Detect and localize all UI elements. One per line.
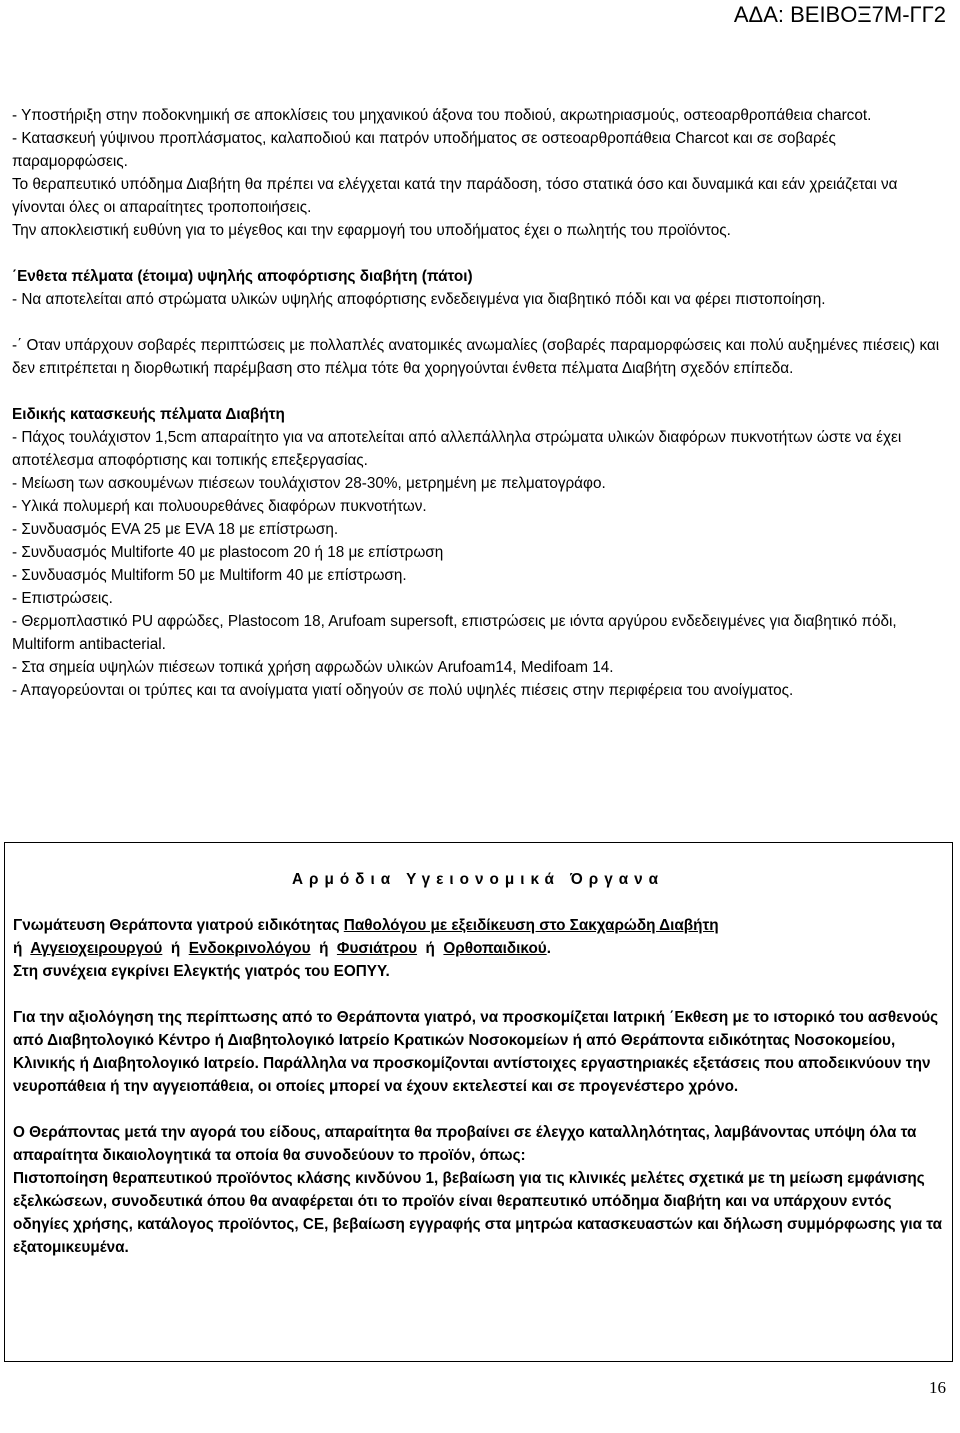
section-title-custom-insoles: Ειδικής κατασκευής πέλματα Διαβήτη xyxy=(12,406,285,423)
document-body xyxy=(12,104,947,702)
report-paragraph: Για την αξιολόγηση της περίπτωσης από το Θεράποντα γιατρό, να προσκομίζεται Ιατρική ΄Εκθεση με το ιστορικό του ασθενούς από Διαβητολογικό Κέντρο ή Διαβητολογικό Ιατρείο Κρατικών Νοσοκομείων ή από Θεράποντα ειδικότητας Νοσοκομείου, Κλινικής ή Διαβητολογικό Ιατρείο. Παράλληλα να προσκομίζονται αντίστοιχες εργαστηριακές εξετάσεις που αποδεικνύουν την νευροπάθεια ή την αγγειοπάθεια, οι οποίες μπορεί να έχουν εκτελεστεί και σε προγενέστερο χρόνο. xyxy=(13,1009,939,1095)
authorities-box xyxy=(4,842,953,1362)
list-item: - Επιστρώσεις. xyxy=(12,590,113,607)
box-title: Αρμόδια Υγειονομικά Όργανα xyxy=(291,871,665,888)
opinion-paragraph: Γνωμάτευση Θεράποντα γιατρού ειδικότητας Παθολόγου με εξειδίκευση στο Σακχαρώδη Διαβήτη ή Αγγειοχειρουργού ή Ενδοκρινολόγου ή Φυσιάτρου ή Ορθοπαιδικού. xyxy=(13,917,719,957)
list-item: - Θερμοπλαστικό PU αφρώδες, Plastocom 18, Arufoam supersoft, επιστρώσεις με ιόντα αργύρου ενδεδειγμένες για διαβητικό πόδι, Multiform antibacterial. xyxy=(12,613,897,653)
approval-line: Στη συνέχεια εγκρίνει Ελεγκτής γιατρός του ΕΟΠΥΥ. xyxy=(13,963,390,980)
list-item: - Υλικά πολυμερή και πολυουρεθάνες διαφόρων πυκνοτήτων. xyxy=(12,498,427,515)
list-item: - Συνδυασμός EVA 25 με EVA 18 με επίστρωση. xyxy=(12,521,339,538)
specialty-physiatrist: Φυσιάτρου xyxy=(336,940,418,957)
list-item: - Απαγορεύονται οι τρύπες και τα ανοίγματα γιατί οδηγούν σε πολύ υψηλές πιέσεις στην περιφέρεια του ανοίγματος. xyxy=(12,682,794,699)
section-title-insoles: ΄Ενθετα πέλματα (έτοιμα) υψηλής αποφόρτισης διαβήτη (πάτοι) xyxy=(12,268,473,285)
specialty-vascular-surgeon: Αγγειοχειρουργού xyxy=(30,940,163,957)
ada-code: ΑΔΑ: ΒΕΙΒΟΞ7Μ-ΓΓ2 xyxy=(733,2,946,27)
paragraph: - Κατασκευή γύψινου προπλάσματος, καλαποδιού και πατρόν υποδήματος σε οστεοαρθροπάθεια Charcot και σε σοβαρές παραμορφώσεις. xyxy=(12,130,836,170)
certification-paragraph: Πιστοποίηση θεραπευτικού προϊόντος κλάσης κινδύνου 1, βεβαίωση για τις κλινικές μελέτες σχετικά με τη μείωση εμφάνισης εξελκώσεων, συνοδευτικά όπου θα αναφέρεται ότι το προϊόν είναι θεραπευτικό υπόδημα διαβήτη και να υπάρχουν εντός οδηγίες χρήσης, κατάλογος προϊόντος, CE, βεβαίωση εγγραφής στα μητρώα κατασκευαστών και δήλωση συμμόρφωσης για τα εξατομικευμένα. xyxy=(13,1170,943,1256)
list-item: - Πάχος τουλάχιστον 1,5cm απαραίτητο για να αποτελείται από αλλεπάλληλα στρώματα υλικών διαφόρων πυκνοτήτων ώστε να έχει αποτέλεσμα αποφόρτισης και τοπικής επεξεργασίας. xyxy=(12,429,902,469)
list-item: - Μείωση των ασκουμένων πιέσεων τουλάχιστον 28-30%, μετρημένη με πελματογράφο. xyxy=(12,475,606,492)
paragraph: Την αποκλειστική ευθύνη για το μέγεθος και την εφαρμογή του υποδήματος έχει ο πωλητής του προϊόντος. xyxy=(12,222,731,239)
list-item: - Συνδυασμός Multiform 50 με Multiform 40 με επίστρωση. xyxy=(12,567,407,584)
or-text: ή xyxy=(170,940,181,957)
or-text: ή xyxy=(13,940,23,957)
list-item: - Στα σημεία υψηλών πιέσεων τοπικά χρήση αφρωδών υλικών Arufoam14, Medifoam 14. xyxy=(12,659,614,676)
paragraph: - Να αποτελείται από στρώματα υλικών υψηλής αποφόρτισης ενδεδειγμένα για διαβητικό πόδι και να φέρει πιστοποίηση. xyxy=(12,291,826,308)
list-item: - Συνδυασμός Multiforte 40 με plastocom 20 ή 18 με επίστρωση xyxy=(12,544,444,561)
page-number: 16 xyxy=(929,1378,946,1397)
specialty-orthopedic: Ορθοπαιδικού xyxy=(443,940,547,957)
specialty-endocrinologist: Ενδοκρινολόγου xyxy=(188,940,311,957)
paragraph: - Υποστήριξη στην ποδοκνημική σε αποκλίσεις του μηχανικού άξονα του ποδιού, ακρωτηριασμούς, οστεοαρθροπάθεια charcot. xyxy=(12,107,872,124)
paragraph: Το θεραπευτικό υπόδημα Διαβήτη θα πρέπει να ελέγχεται κατά την παράδοση, τόσο στατικά όσο και δυναμικά και εάν χρειάζεται να γίνονται όλες οι απαραίτητες τροποποιήσεις. xyxy=(12,176,898,216)
paragraph: -΄ Οταν υπάρχουν σοβαρές περιπτώσεις με πολλαπλές ανατομικές ανωμαλίες (σοβαρές παραμορφώσεις και πολύ αυξημένες πιέσεις) και δεν επιτρέπεται η διορθωτική παρέμβαση στο πέλμα τότε θα χορηγούνται ένθετα πέλματα Διαβήτη σχεδόν επίπεδα. xyxy=(12,337,940,377)
specialty-pathologist: Παθολόγου με εξειδίκευση στο Σακχαρώδη Διαβήτη xyxy=(343,917,719,934)
opinion-prefix: Γνωμάτευση Θεράποντα γιατρού ειδικότητας xyxy=(13,917,344,934)
suitability-paragraph: Ο Θεράποντας μετά την αγορά του είδους, απαραίτητα θα προβαίνει σε έλεγχο καταλληλότητας, λαμβάνοντας υπόψη όλα τα απαραίτητα δικαιολογητικά τα οποία θα συνοδεύουν το προϊόν, όπως: xyxy=(13,1124,917,1164)
or-text: ή xyxy=(425,940,435,957)
or-text: ή xyxy=(319,940,329,957)
